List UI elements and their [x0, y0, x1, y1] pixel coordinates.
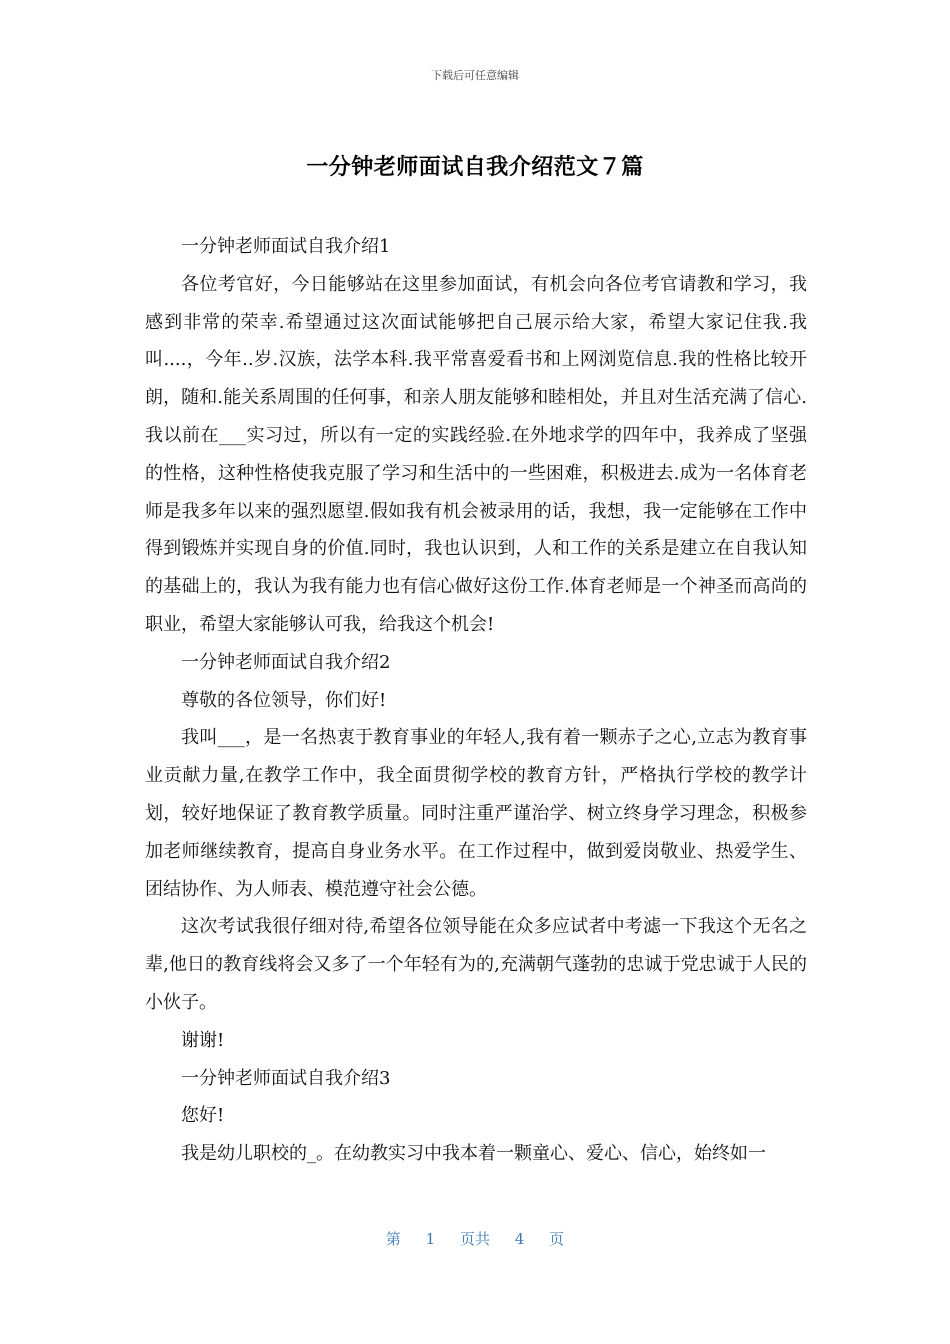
paragraph: 各位考官好，今日能够站在这里参加面试，有机会向各位考官请教和学习，我感到非常的荣幸.希望通过这次面试能够把自己展示给大家，希望大家记住我.我叫....，今年..岁.汉族，法学本科.我平常喜爱看书和上网浏览信息.我的性格比较开朗，随和.能关系周围的任何事，和亲人朋友能够和睦相处，并且对生活充满了信心.我以前在___实习过，所以有一定的实践经验.在外地求学的四年中，我养成了坚强的性格，这种性格使我克服了学习和生活中的一些困难，积极进去.成为一名体育老师是我多年以来的强烈愿望.假如我有机会被录用的话，我想，我一定能够在工作中得到锻炼并实现自身的价值.同时，我也认识到，人和工作的关系是建立在自我认知的基础上的，我认为我有能力也有信心做好这份工作.体育老师是一个神圣而高尚的职业，希望大家能够认可我，给我这个机会!	[145, 273, 807, 635]
paragraph: 我是幼儿职校的_。在幼教实习中我本着一颗童心、爱心、信心，始终如一	[181, 1143, 766, 1165]
paragraph: 这次考试我很仔细对待,希望各位领导能在众多应试者中考滤一下我这个无名之辈,他日的教育线将会又多了一个年轻有为的,充满朝气蓬勃的忠诚于党忠诚于人民的小伙子。	[145, 916, 807, 1013]
footer-prefix: 第	[385, 1230, 401, 1248]
footer-current-page: 1	[425, 1230, 436, 1248]
paragraph: 您好!	[181, 1105, 225, 1127]
paragraph: 我叫___，是一名热衷于教育事业的年轻人,我有着一颗赤子之心,立志为教育事业贡献力量,在教学工作中，我全面贯彻学校的教育方针，严格执行学校的教学计划，较好地保证了教育教学质量。同时注重严谨治学、树立终身学习理念，积极参加老师继续教育，提高自身业务水平。在工作过程中，做到爱岗敬业、热爱学生、团结协作、为人师表、模范遵守社会公德。	[145, 727, 807, 900]
document-body	[145, 228, 807, 1173]
header-note: 下载后可任意编辑	[431, 69, 519, 82]
footer-middle: 页共	[459, 1230, 490, 1248]
page-footer	[0, 1228, 950, 1249]
section-heading-2: 一分钟老师面试自我介绍2	[181, 651, 391, 673]
footer-total-pages: 4	[514, 1230, 525, 1248]
paragraph: 谢谢!	[181, 1029, 225, 1051]
footer-suffix: 页	[549, 1230, 565, 1248]
document-title: 一分钟老师面试自我介绍范文７篇	[306, 155, 644, 180]
section-heading-1: 一分钟老师面试自我介绍1	[181, 236, 391, 257]
section-heading-3: 一分钟老师面试自我介绍3	[181, 1067, 391, 1089]
paragraph: 尊敬的各位领导，你们好!	[181, 689, 387, 711]
